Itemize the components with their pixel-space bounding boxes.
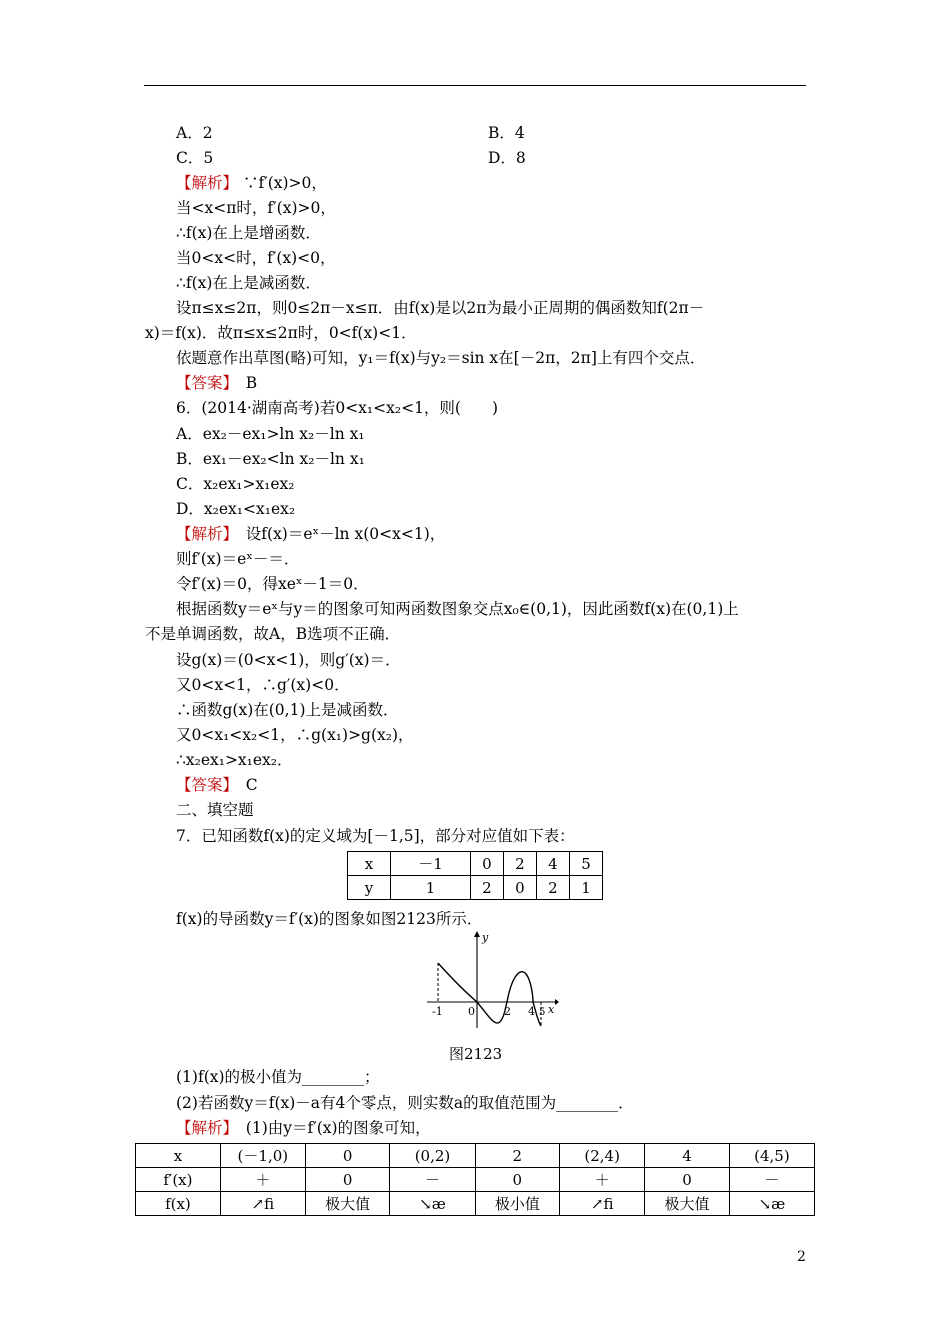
q7-analysis-text: (1)由y＝f′(x)的图象可知， (245, 1119, 431, 1137)
value-table (347, 851, 603, 900)
table-cell: ↗ﬁ (560, 1192, 645, 1216)
table-cell: (4,5) (729, 1144, 814, 1168)
table-cell: ＋ (560, 1168, 645, 1192)
table-cell: (2,4) (560, 1144, 645, 1168)
label-y: y (482, 931, 489, 944)
table-cell: 2 (536, 876, 569, 900)
table-cell: (0,2) (390, 1144, 475, 1168)
table-cell: y (348, 876, 391, 900)
q5-line-1: ∵f′(x)>0， (242, 174, 327, 192)
table-cell: 0 (645, 1168, 730, 1192)
table-cell: 0 (305, 1168, 390, 1192)
q6-line-5: 不是单调函数，故A，B选项不正确． (145, 625, 401, 643)
option-a: A．2 (176, 124, 213, 142)
analysis-tag: 【解析】 (176, 525, 231, 543)
table-cell: 4 (645, 1144, 730, 1168)
analysis-tag: 【解析】 (176, 174, 239, 192)
table-row (136, 1168, 815, 1192)
label-zero: 0 (468, 1005, 475, 1018)
q6-line-10: ∴x₂ex₁>x₁ex₂． (176, 751, 293, 769)
table-cell: －1 (391, 852, 471, 876)
option-d: D．8 (488, 149, 526, 167)
table-cell: 5 (569, 852, 602, 876)
q5-line-6: 设π≤x≤2π，则0≤2π－x≤π．由f(x)是以2π为最小正周期的偶函数知f(2π－ (176, 299, 705, 317)
q6-analysis-line (176, 524, 445, 544)
derivative-curve (438, 963, 541, 1026)
q6-option-c: C．x₂ex₁>x₁ex₂ (176, 475, 295, 493)
label-neg1: -1 (432, 1005, 443, 1018)
table-cell: ↘æ (729, 1192, 814, 1216)
table-cell: 2 (475, 1144, 560, 1168)
table-cell: 4 (536, 852, 569, 876)
table-cell: － (729, 1168, 814, 1192)
label-five: 5 (539, 1007, 546, 1018)
q6-line-3: 令f′(x)＝0，得xeˣ－1＝0． (176, 575, 369, 593)
q5-line-3: ∴f(x)在上是增函数． (176, 224, 321, 242)
q5-line-7: x)＝f(x)．故π≤x≤2π时，0<f(x)<1． (145, 324, 417, 342)
label-x: x (548, 1003, 555, 1016)
table-cell: 极大值 (645, 1192, 730, 1216)
table-cell: ↗ﬁ (220, 1192, 305, 1216)
analysis-tag: 【解析】 (176, 1119, 231, 1137)
table-cell: (－1,0) (220, 1144, 305, 1168)
option-b: B．4 (488, 124, 525, 142)
table-cell: 2 (503, 852, 536, 876)
q6-option-b: B．ex₁－ex₂<ln x₂－ln x₁ (176, 450, 365, 468)
q6-option-a: A．ex₂－ex₁>ln x₂－ln x₁ (176, 425, 365, 443)
figure-caption: 图2123 (449, 1045, 503, 1063)
table-cell: x (348, 852, 391, 876)
table-cell: 0 (305, 1144, 390, 1168)
q5-answer-line (176, 373, 257, 393)
table-cell: 1 (391, 876, 471, 900)
section-title: 二、填空题 (176, 801, 254, 819)
table-row (136, 1192, 815, 1216)
sign-table (135, 1143, 815, 1216)
table-cell: － (390, 1168, 475, 1192)
table-cell: 0 (503, 876, 536, 900)
label-two: 2 (504, 1005, 511, 1018)
q5-answer: B (245, 374, 258, 392)
table-cell: 1 (569, 876, 602, 900)
page-number: 2 (797, 1249, 806, 1265)
table-cell: 0 (470, 852, 503, 876)
q6-answer: C (245, 776, 258, 794)
q6-line-6: 设g(x)＝(0<x<1)，则g′(x)＝． (176, 651, 401, 669)
q6-line-8: ∴函数g(x)在(0,1)上是减函数． (176, 701, 399, 719)
option-c: C．5 (176, 149, 214, 167)
header-rule (144, 85, 806, 86)
q6-line-7: 又0<x<1，∴g′(x)<0． (176, 676, 350, 694)
q6-line-4: 根据函数y＝eˣ与y＝的图象可知两函数图象交点x₀∈(0,1)，因此函数f(x)在(0,1)上 (176, 600, 739, 618)
table-row (348, 876, 603, 900)
derivative-graph (425, 928, 560, 1033)
q6-line-9: 又0<x₁<x₂<1，∴g(x₁)>g(x₂)， (176, 726, 414, 744)
q6-option-d: D．x₂ex₁<x₁ex₂ (176, 500, 296, 518)
label-four: 4 (528, 1005, 535, 1018)
q5-line-5: ∴f(x)在上是减函数． (176, 274, 321, 292)
table-cell: 0 (475, 1168, 560, 1192)
q5-line-8: 依题意作出草图(略)可知，y₁＝f(x)与y₂＝sin x在[－2π，2π]上有四个交点． (176, 349, 706, 367)
table-cell: ＋ (220, 1168, 305, 1192)
table-cell: 2 (470, 876, 503, 900)
table-cell: f(x) (136, 1192, 221, 1216)
q7-stem: 7．已知函数f(x)的定义域为[－1,5]，部分对应值如下表： (176, 827, 575, 845)
q7-analysis-line (176, 1118, 431, 1138)
q6-line-2: 则f′(x)＝eˣ－＝． (176, 550, 300, 568)
table-cell: ↘æ (390, 1192, 475, 1216)
q5-analysis-line (176, 173, 327, 193)
table-cell: f′(x) (136, 1168, 221, 1192)
q5-line-4: 当0<x<时，f′(x)<0， (176, 249, 336, 267)
q7-derivative-line: f(x)的导函数y＝f′(x)的图象如图2123所示． (176, 910, 483, 928)
y-axis-arrow (474, 931, 480, 937)
answer-tag: 【答案】 (176, 776, 231, 794)
table-row (348, 852, 603, 876)
q7-sub2: (2)若函数y＝f(x)－a有4个零点，则实数a的取值范围为________． (176, 1094, 634, 1112)
q6-answer-line (176, 775, 258, 795)
table-cell: 极大值 (305, 1192, 390, 1216)
q6-stem: 6．(2014·湖南高考)若0<x₁<x₂<1，则( ) (176, 399, 499, 417)
table-row (136, 1144, 815, 1168)
q7-sub1: (1)f(x)的极小值为________； (176, 1068, 380, 1086)
x-axis-arrow (555, 999, 559, 1005)
q5-line-2: 当<x<π时，f′(x)>0， (176, 199, 336, 217)
table-cell: 极小值 (475, 1192, 560, 1216)
answer-tag: 【答案】 (176, 374, 231, 392)
q6-line-1: 设f(x)＝eˣ－ln x(0<x<1)， (245, 525, 446, 543)
table-cell: x (136, 1144, 221, 1168)
